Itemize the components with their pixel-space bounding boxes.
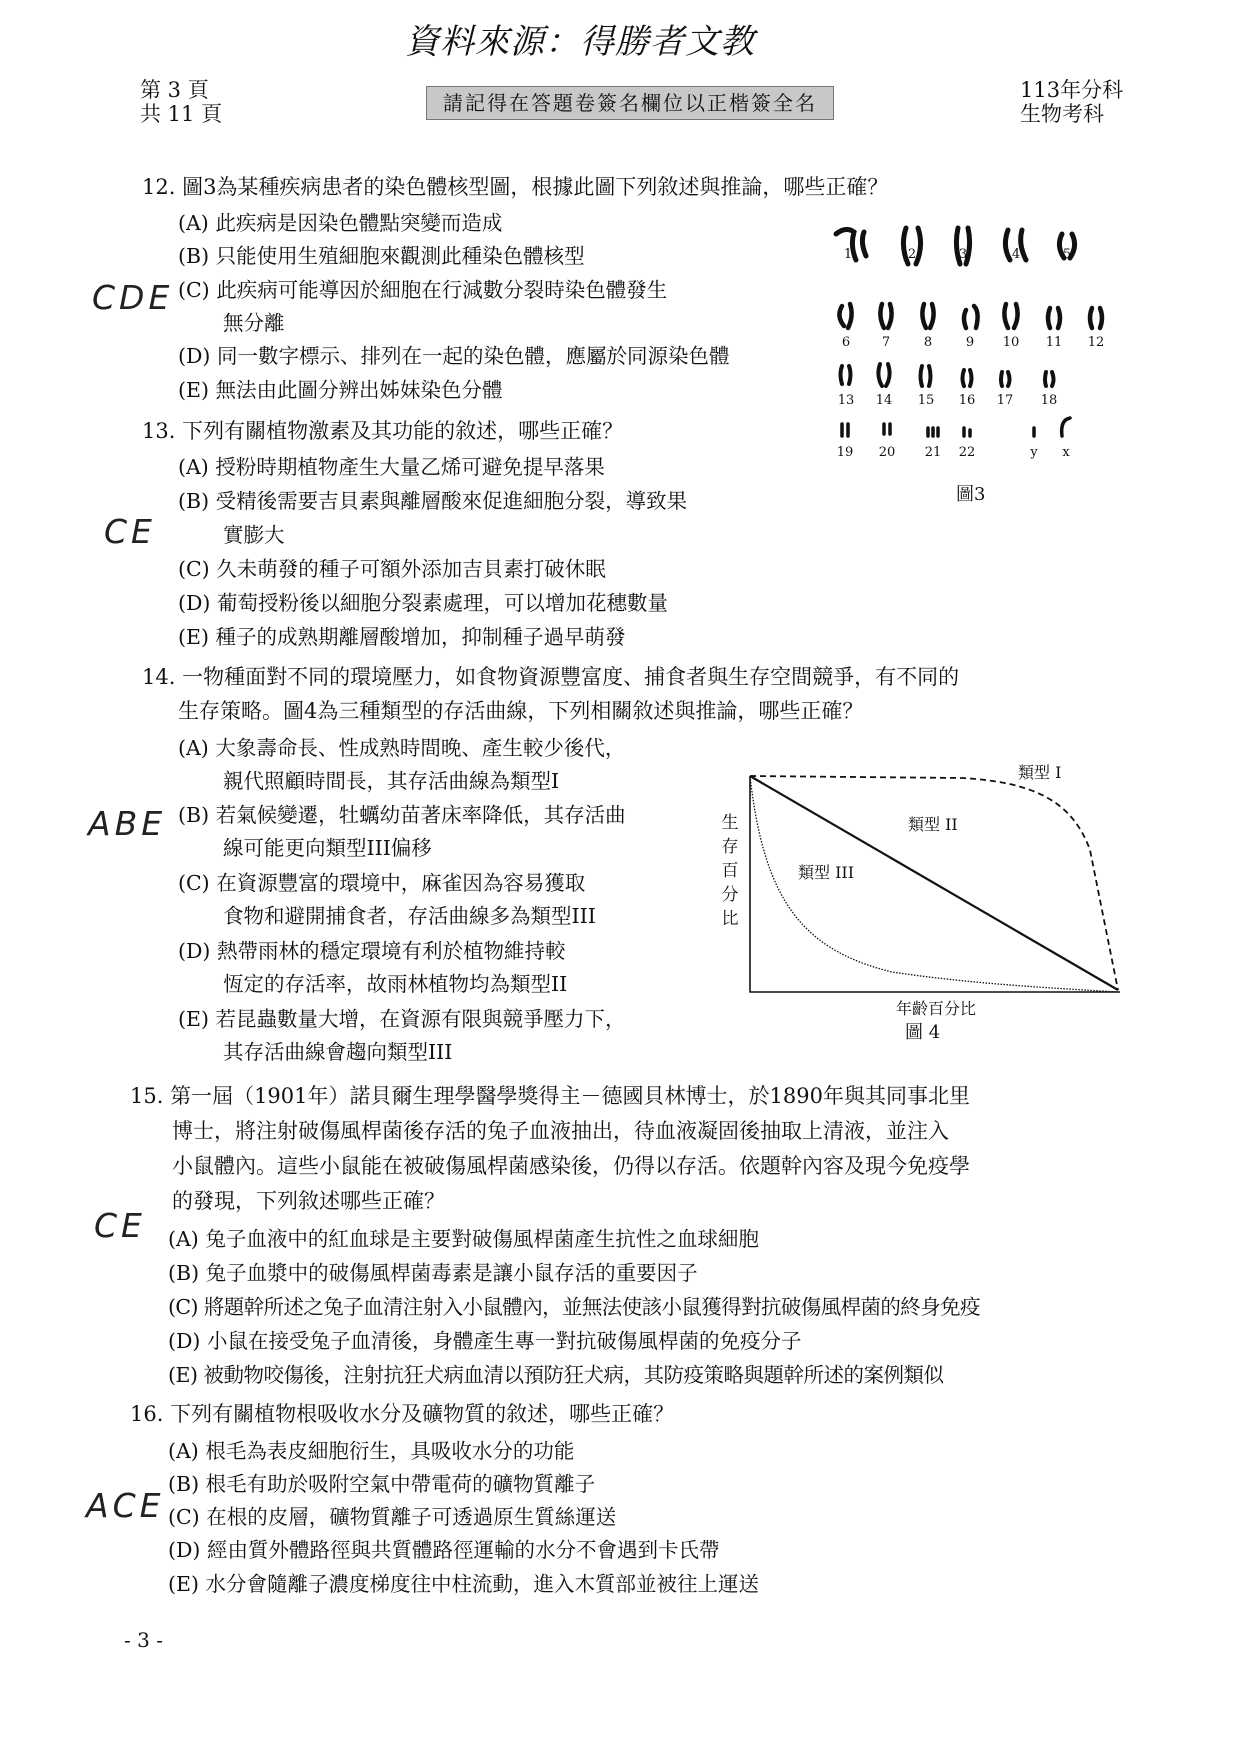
chr-label-10: 10 (1002, 335, 1020, 350)
q14-option-e-cont: 其存活曲線會趨向類型III (223, 1040, 453, 1064)
q15-option-e: (E) 被動物咬傷後，注射抗狂犬病血清以預防狂犬病，其防疫策略與題幹所述的案例類似 (168, 1363, 944, 1387)
q15-stem-line2: 博士，將注射破傷風桿菌後存活的兔子血液抽出，待血液凝固後抽取上清液，並注入 (172, 1119, 949, 1143)
q15-stem-line4: 的發現，下列敘述哪些正確？ (172, 1189, 445, 1213)
page-number: 第 3 頁 (140, 78, 209, 102)
chr-label-1: 1 (843, 247, 853, 262)
q14-stem-line2: 生存策略。圖4為三種類型的存活曲線，下列相關敘述與推論，哪些正確？ (178, 699, 864, 723)
chr-label-8: 8 (923, 335, 933, 350)
q15-option-c: (C) 將題幹所述之兔子血清注射入小鼠體內，並無法使該小鼠獲得對抗破傷風桿菌的終身免疫 (168, 1295, 980, 1319)
chr-label-17: 17 (996, 393, 1014, 408)
exam-subject: 生物考科 (1020, 102, 1104, 126)
q14-option-a-cont: 親代照顧時間長，其存活曲線為類型I (223, 769, 560, 793)
fig4-ylabel-1: 生 (721, 813, 739, 833)
q13-option-d: (D) 葡萄授粉後以細胞分裂素處理，可以增加花穗數量 (178, 591, 668, 615)
q16-handwritten-answer: ACE (86, 1486, 165, 1525)
q15-option-b: (B) 兔子血漿中的破傷風桿菌毒素是讓小鼠存活的重要因子 (168, 1261, 698, 1285)
fig4-ylabel-3: 百 (721, 861, 739, 881)
type1-label: 類型 I (1018, 763, 1062, 782)
q16-option-a: (A) 根毛為表皮細胞衍生，具吸收水分的功能 (168, 1439, 575, 1463)
chr-label-13: 13 (837, 393, 855, 408)
chr-label-20: 20 (878, 445, 896, 460)
q12-option-e: (E) 無法由此圖分辨出姊妹染色分體 (178, 378, 503, 402)
source-note: 資料來源：得勝者文教 (405, 22, 755, 62)
q15-stem-line1: 15. 第一屆（1901年）諾貝爾生理學醫學獎得主－德國貝林博士，於1890年與其同事北里 (130, 1084, 970, 1108)
q12-option-c: (C) 此疾病可能導因於細胞在行減數分裂時染色體發生 (178, 278, 668, 302)
q14-option-c-cont: 食物和避開捕食者，存活曲線多為類型III (223, 904, 596, 928)
fig4-caption: 圖 4 (905, 1022, 941, 1043)
q15-option-d: (D) 小鼠在接受兔子血清後，身體產生專一對抗破傷風桿菌的免疫分子 (168, 1329, 802, 1353)
q14-option-a: (A) 大象壽命長、性成熟時間晚、產生較少後代， (178, 736, 626, 760)
chr-label-22: 22 (958, 445, 976, 460)
q13-option-e: (E) 種子的成熟期離層酸增加，抑制種子過早萌發 (178, 625, 626, 649)
q14-option-e: (E) 若昆蟲數量大增，在資源有限與競爭壓力下， (178, 1007, 626, 1031)
chr-label-16: 16 (958, 393, 976, 408)
fig4-ylabel-5: 比 (721, 909, 739, 929)
q12-stem: 12. 圖3為某種疾病患者的染色體核型圖，根據此圖下列敘述與推論，哪些正確？ (142, 175, 889, 199)
chr-label-14: 14 (875, 393, 893, 408)
q14-stem-line1: 14. 一物種面對不同的環境壓力，如食物資源豐富度、捕食者與生存空間競爭，有不同的 (142, 665, 960, 689)
chr-label-2: 2 (907, 247, 917, 262)
q12-option-a: (A) 此疾病是因染色體點突變而造成 (178, 211, 503, 235)
karyotype-figure (830, 220, 1130, 490)
q12-option-c-cont: 無分離 (223, 311, 285, 335)
chr-label-5: 5 (1062, 247, 1072, 262)
q13-option-b-cont: 實膨大 (223, 523, 285, 547)
fig4-ylabel-4: 分 (721, 885, 739, 905)
q15-option-a: (A) 兔子血液中的紅血球是主要對破傷風桿菌產生抗性之血球細胞 (168, 1227, 759, 1251)
q16-stem: 16. 下列有關植物根吸收水分及礦物質的敘述，哪些正確？ (130, 1402, 675, 1426)
fig4-xlabel: 年齡百分比 (895, 999, 977, 1018)
signature-banner: 請記得在答題卷簽名欄位以正楷簽全名 (426, 86, 834, 120)
type2-curve (750, 776, 1118, 990)
chr-label-6: 6 (841, 335, 851, 350)
q14-option-c: (C) 在資源豐富的環境中，麻雀因為容易獲取 (178, 871, 586, 895)
chr-label-3: 3 (958, 247, 968, 262)
q15-handwritten-answer: CE (94, 1206, 146, 1245)
q14-option-b: (B) 若氣候變遷，牡蠣幼苗著床率降低，其存活曲 (178, 803, 626, 827)
q15-stem-line3: 小鼠體內。這些小鼠能在被破傷風桿菌感染後，仍得以存活。依題幹內容及現今免疫學 (172, 1154, 970, 1178)
q12-option-b: (B) 只能使用生殖細胞來觀測此種染色體核型 (178, 244, 585, 268)
chr-label-21: 21 (924, 445, 942, 460)
q16-option-c: (C) 在根的皮層，礦物質離子可透過原生質絲運送 (168, 1505, 617, 1529)
chr-label-15: 15 (917, 393, 935, 408)
q14-option-d-cont: 恆定的存活率，故雨林植物均為類型II (223, 972, 568, 996)
q14-option-d: (D) 熱帶雨林的穩定環境有利於植物維持較 (178, 939, 566, 963)
chr-label-7: 7 (881, 335, 891, 350)
fig4-ylabel-2: 存 (721, 837, 739, 857)
q13-stem: 13. 下列有關植物激素及其功能的敘述，哪些正確？ (142, 419, 624, 443)
type3-label: 類型 III (798, 863, 855, 882)
q12-option-d: (D) 同一數字標示、排列在一起的染色體，應屬於同源染色體 (178, 344, 730, 368)
chr-label-x: x (1062, 445, 1070, 460)
q16-option-b: (B) 根毛有助於吸附空氣中帶電荷的礦物質離子 (168, 1472, 596, 1496)
chr-label-18: 18 (1040, 393, 1058, 408)
q14-option-b-cont: 線可能更向類型III偏移 (223, 836, 432, 860)
q14-handwritten-answer: ABE (88, 804, 167, 843)
exam-year: 113年分科 (1020, 78, 1124, 102)
type2-label: 類型 II (908, 815, 958, 834)
page-footer: - 3 - (124, 1628, 163, 1652)
chr-label-19: 19 (836, 445, 854, 460)
q16-option-d: (D) 經由質外體路徑與共質體路徑運輸的水分不會遇到卡氏帶 (168, 1538, 720, 1562)
fig3-caption: 圖3 (956, 484, 986, 505)
chr-label-12: 12 (1087, 335, 1105, 350)
q12-handwritten-answer: CDE (92, 278, 174, 317)
q13-option-b: (B) 受精後需要吉貝素與離層酸來促進細胞分裂，導致果 (178, 489, 688, 513)
total-pages: 共 11 頁 (140, 102, 223, 126)
chr-label-y: y (1030, 445, 1038, 460)
chr-label-4: 4 (1011, 247, 1021, 262)
q13-handwritten-answer: CE (104, 512, 156, 551)
survivorship-chart (712, 760, 1132, 1050)
chr-label-9: 9 (965, 335, 975, 350)
q13-option-a: (A) 授粉時期植物產生大量乙烯可避免提早落果 (178, 455, 605, 479)
q13-option-c: (C) 久未萌發的種子可額外添加吉貝素打破休眠 (178, 557, 606, 581)
q16-option-e: (E) 水分會隨離子濃度梯度往中柱流動，進入木質部並被往上運送 (168, 1572, 759, 1596)
chr-label-11: 11 (1045, 335, 1063, 350)
